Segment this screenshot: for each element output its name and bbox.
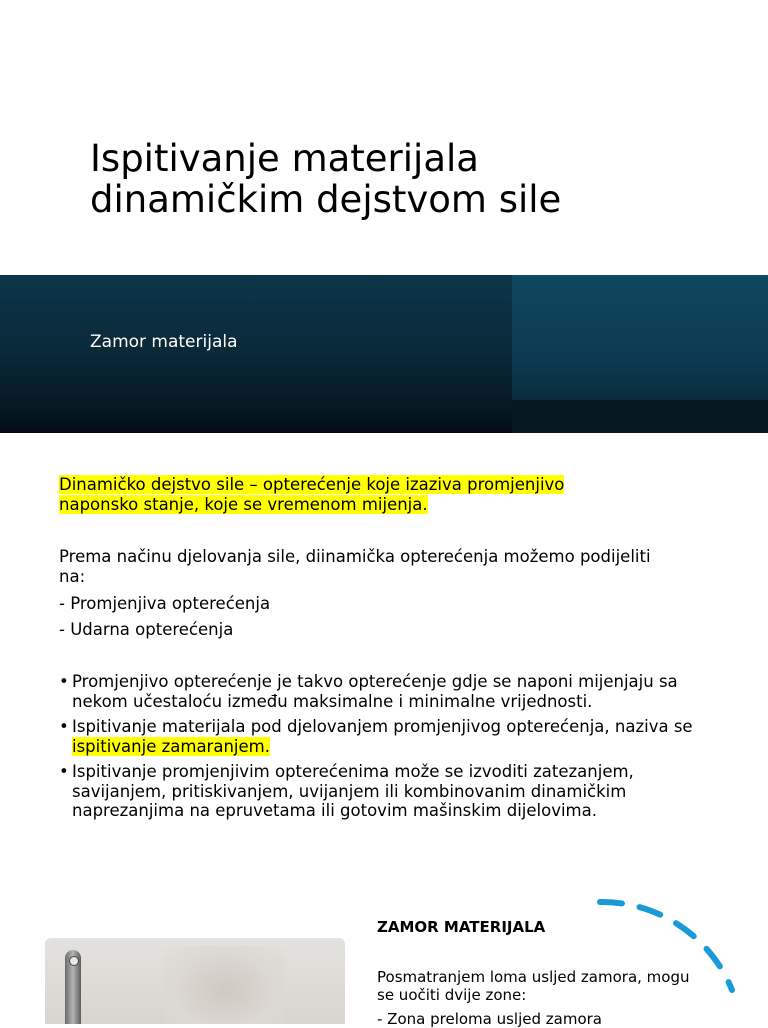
definition-line-1: Dinamičko dejstvo sile – opterećenje koje izaziva promjenjivo (59, 475, 565, 494)
bullet-dot: • (59, 672, 69, 691)
bullet-text-3: Ispitivanje promjenjivim opterećenima može se izvoditi zatezanjem, savijanjem, pritiskivanjem, uvijanjem ili kombinovanim dinamičkim naprezanjima na epruvetama ili gotovim mašinskim dijelovima. (72, 762, 634, 820)
bullet-item-2 (59, 717, 719, 756)
bullet-text-1: Promjenjivo opterećenje je takvo opterećenje gdje se naponi mijenjaju sa nekom učestaloću između maksimalne i minimalne vrijednosti. (72, 672, 678, 711)
banner-right-bottom-strip (512, 400, 768, 433)
fatigue-fracture-photo (45, 938, 345, 1024)
type-item-2: - Udarna opterećenja (59, 620, 234, 639)
intro-paragraph: Prema načinu djelovanja sile, diinamička opterećenja možemo podijeliti na: (59, 547, 651, 586)
title-banner (0, 275, 768, 433)
bullet-list (59, 672, 719, 827)
section-text: Posmatranjem loma usljed zamora, mogu se uočiti dvije zone: (377, 968, 690, 1004)
slide-title (90, 138, 730, 220)
bullet-item-3 (59, 762, 719, 821)
bullet-item-1 (59, 672, 719, 711)
type-item-1: - Promjenjiva opterećenja (59, 594, 271, 613)
photo-rod-hole (69, 956, 79, 966)
banner-bottom-strip (0, 403, 512, 433)
title-line-1: Ispitivanje materijala (90, 137, 479, 180)
bullet-highlight: ispitivanje zamaranjem. (72, 736, 270, 756)
slide-subtitle: Zamor materijala (90, 332, 238, 352)
definition-paragraph (59, 475, 739, 515)
definition-line-2: naponsko stanje, koje se vremenom mijenja. (59, 495, 428, 514)
bullet-text-2: Ispitivanje materijala pod djelovanjem promjenjivog opterećenja, naziva se (72, 717, 693, 736)
photo-specimen-shape (165, 946, 285, 1024)
decorative-dashed-arc-icon (560, 880, 760, 1020)
bullet-dot: • (59, 717, 69, 736)
section-heading: ZAMOR MATERIJALA (377, 918, 546, 936)
bullet-dot: • (59, 762, 69, 781)
title-line-2: dinamičkim dejstvom sile (90, 178, 562, 221)
zone-item-1: - Zona preloma usljed zamora (377, 1010, 602, 1028)
